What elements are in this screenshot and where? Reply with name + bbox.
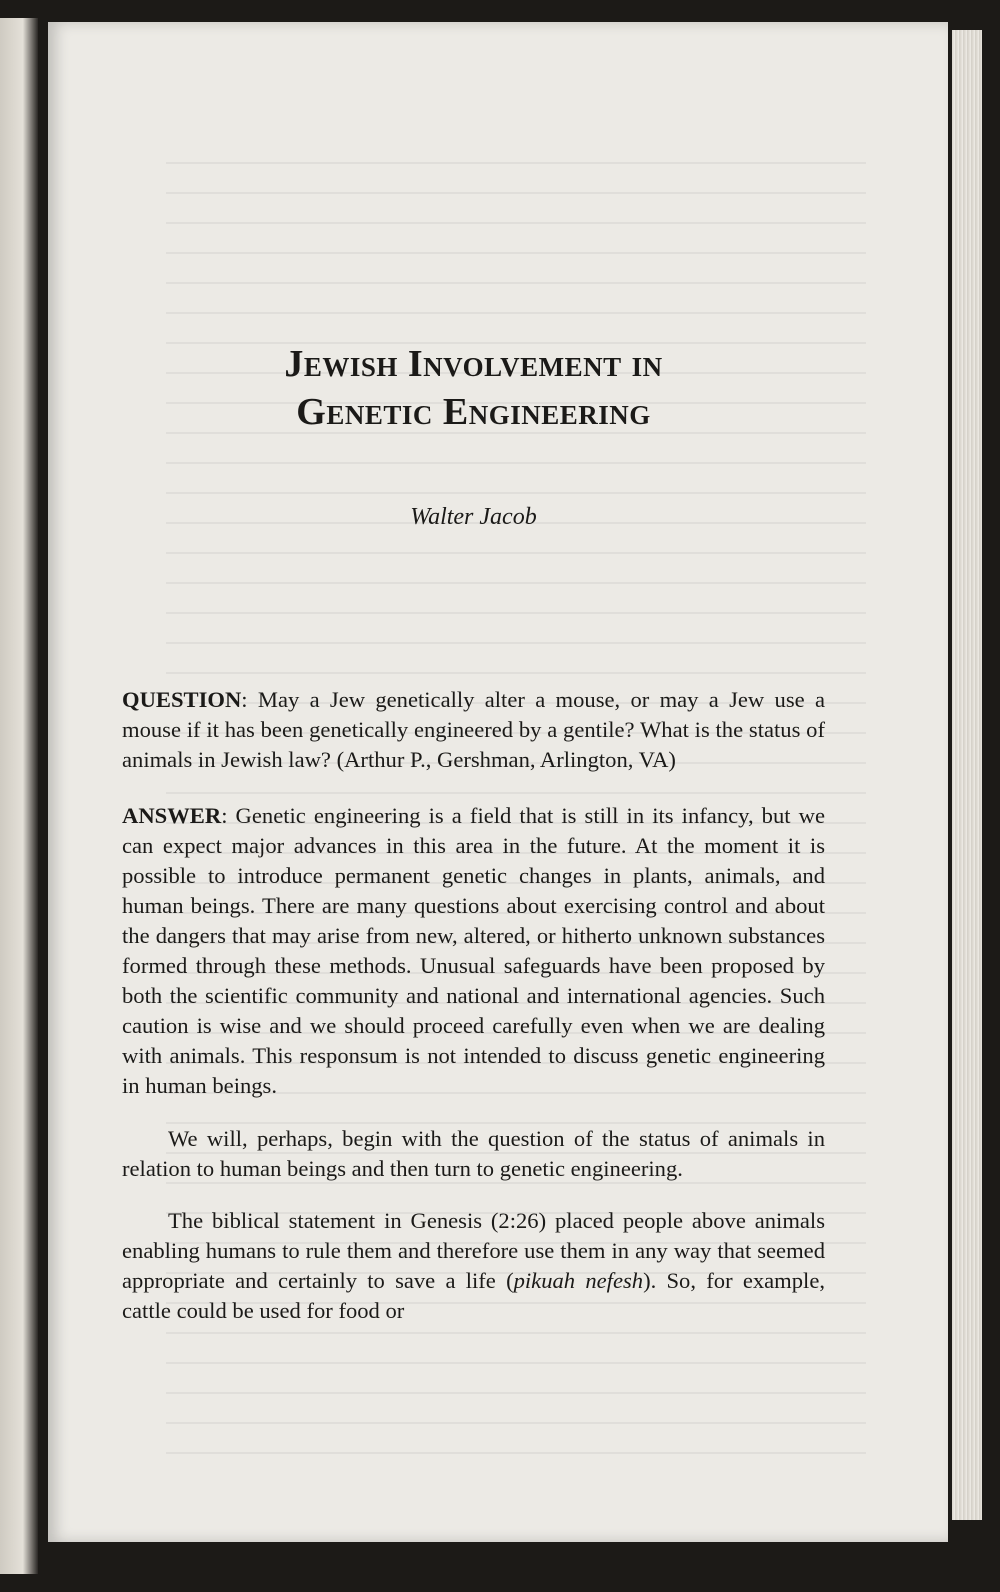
question-paragraph (122, 685, 825, 775)
author-name: Walter Jacob (410, 504, 537, 530)
answer-label: ANSWER (122, 803, 222, 828)
body-paragraph-2 (122, 1206, 825, 1326)
question-text: : May a Jew genetically alter a mouse, or may a Jew use a mouse if it has been genetically engineered by a gentile? What is the status of animals in Jewish law? (Arthur P., Gershman, Arlington, VA) (122, 687, 825, 772)
answer-paragraph (122, 801, 825, 1101)
article (122, 340, 825, 1349)
body-paragraph-1: We will, perhaps, begin with the question of the status of animals in relation to human beings and then turn to genetic engineering. (122, 1125, 825, 1181)
paragraph-2-text-a: The biblical statement in Genesis (2:26) placed people above animals enabling humans to rule them and therefore use them in any way that seemed appropriate and certainly to save a life ( (122, 1208, 825, 1294)
page-stack-edge (952, 30, 982, 1520)
answer-text: : Genetic engineering is a field that is still in its infancy, but we can expect major advances in this area in the future. At the moment it is possible to introduce permanent genetic changes in plants, animals, and human beings. There are many questions about exercising control and about the dangers that may arise from new, altered, or hitherto unknown substances formed through these methods. Unusual safeguards have been proposed by both the scientific community and national and international agencies. Such caution is wise and we should proceed carefully even when we are dealing with animals. This responsum is not intended to discuss genetic engineering in human beings. (122, 803, 825, 1098)
title-line-1: Jewish Involvement in (284, 343, 663, 385)
article-title (122, 340, 825, 436)
left-page-edge (0, 18, 38, 1574)
pikuah-nefesh-term: pikuah nefesh (513, 1268, 644, 1294)
question-label: QUESTION (122, 687, 242, 712)
title-line-2: Genetic Engineering (296, 391, 651, 433)
paragraph-2-text-b: ). So, for example, cattle could be used for food or (122, 1268, 826, 1324)
